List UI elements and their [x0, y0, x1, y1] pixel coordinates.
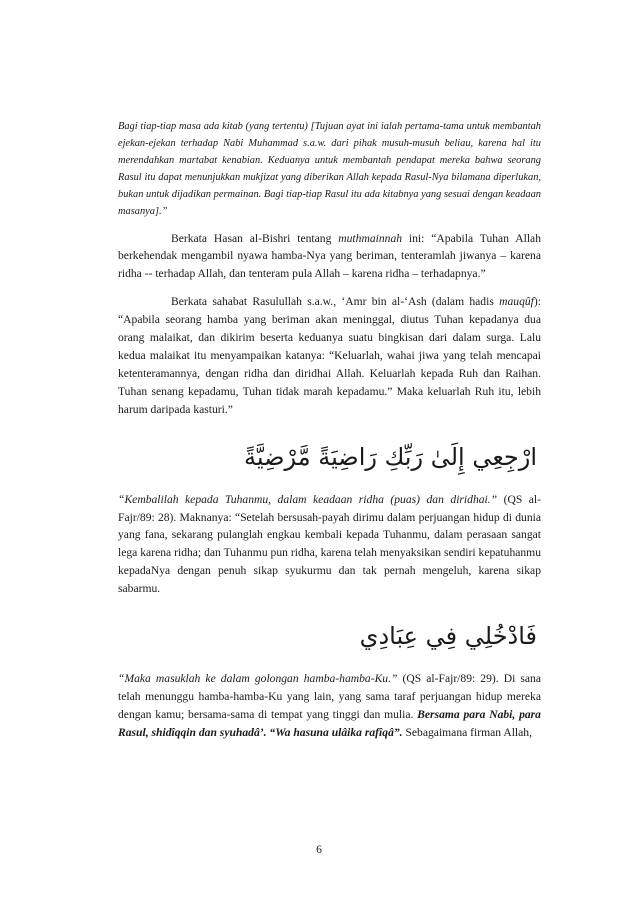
emphasis-companions: Bersama para Nabi, para Rasul, shidîqqin dan syuhadâ’. “Wa hasuna ulâika rafîqâ”. — [118, 707, 541, 739]
paragraph-amr-bin-al-ash — [118, 293, 541, 418]
paragraph-verse-29-meaning — [118, 670, 541, 742]
text-run: Berkata Hasan al-Bishri tentang — [171, 231, 339, 245]
paragraph-hasan-al-bishri — [118, 230, 541, 284]
text-run: Berkata sahabat Rasulullah s.a.w., ‘Amr bin al-‘Ash (dalam hadis — [171, 295, 500, 309]
text-run: Sebagaimana firman Allah, — [402, 725, 532, 739]
page-content — [118, 118, 541, 742]
arabic-verse-29: فَادْخُلِي فِي عِبَادِي — [359, 622, 537, 651]
intro-quote: Bagi tiap-tiap masa ada kitab (yang tertentu) [Tujuan ayat ini ialah pertama-tama untuk membantah ejekan-ejekan terhadap Nabi Muhammad s.a.w. dari pihak musuh-musuh beliau, karena hal itu merendahkan martabat kenabian. Keduanya untuk membantah pendapat mereka bahwa seorang Rasul itu dapat menunjukkan mukjizat yang diberikan Allah kepada Rasul-Nya bilamana diperlukan, bukan untuk dijadikan permainan. Bagi tiap-tiap Rasul itu ada kitabnya yang sesuai dengan keadaan masanya].” — [118, 121, 541, 218]
text-run: ): “Apabila seorang hamba yang beriman akan meninggal, diutus Tuhan kepadanya dua orang malaikat, dan dikirim beserta keduanya suatu bingkisan dari dalam surga. Lalu kedua malaikat itu menyampaikan katanya: “Keluarlah, wahai jiwa yang telah mencapai ketenteramannya, dengan ridha dan diridhai Allah. Keluarlah kepada Ruh dan Raihan. Tuhan senang kepadamu, Tuhan tidak marah kepadamu.” Maka keluarlah Ruh itu, lebih harum daripada kasturi.” — [118, 295, 541, 416]
term-muthmainnah: muthmainnah — [338, 231, 403, 245]
page-number: 6 — [316, 843, 322, 856]
verse-28-translation: “Kembalilah kepada Tuhanmu, dalam keadaan ridha (puas) dan diridhai.” — [118, 492, 498, 506]
text-run: (QS al-Fajr/89: 29). Di sana telah menunggu hamba-hamba-Ku yang lain, yang sama taraf perjuangan hidup mereka dengan kamu; bersama-sama di tempat yang tinggi dan mulia. — [118, 672, 541, 721]
term-mauquf: mauqûf — [499, 295, 534, 309]
verse-29-translation: “Maka masuklah ke dalam golongan hamba-hamba-Ku.” — [118, 672, 398, 686]
text-run: ini: “Apabila Tuhan Allah berkehendak mengambil nyawa hamba-Nya yang beriman, tenteramlah jiwanya – karena ridha -- terhadap Allah, dan tenteram pula Allah – karena ridha – terhadapnya.” — [118, 231, 541, 281]
paragraph-verse-28-meaning — [118, 491, 541, 598]
arabic-verse-28: ارْجِعِي إِلَىٰ رَبِّكِ رَاضِيَةً مَّرْضِيَّةً — [243, 442, 537, 471]
text-run: (QS al-Fajr/89: 28). Maknanya: “Setelah bersusah-payah dirimu dalam perjuangan hidup di dunia yang fana, sekarang pulanglah engkau kembali kepada Tuhanmu, dalam perasaan sangat lega karena ridha; dan Tuhanmu pun ridha, karena telah menyaksikan sendiri kepatuhanmu kepadaNya dengan penuh sikap syukurmu dan tak pernah mengeluh, karena sikap sabarmu. — [118, 492, 541, 596]
